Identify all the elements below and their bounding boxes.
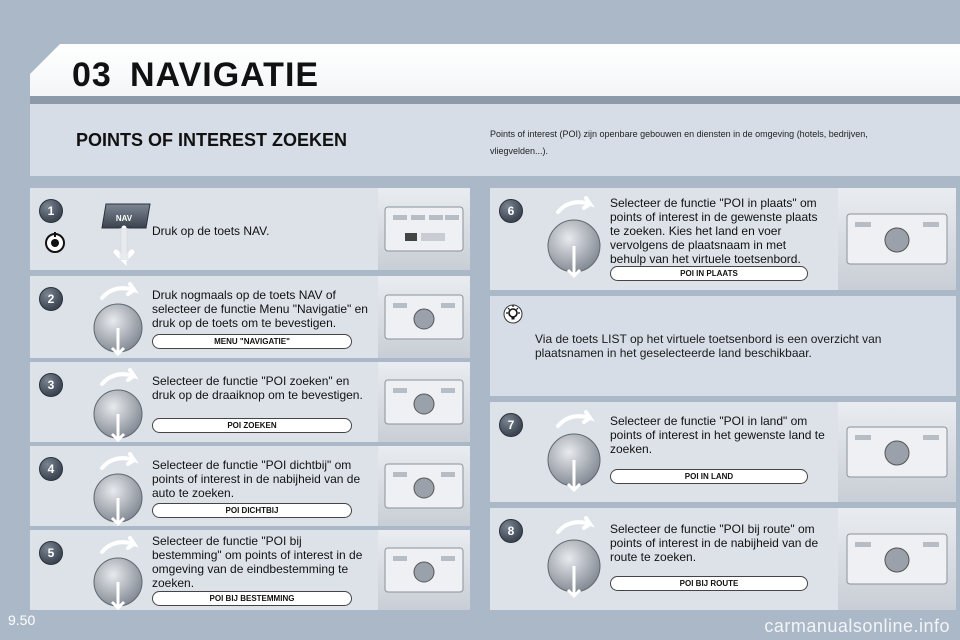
radio-unit-icon bbox=[383, 289, 465, 345]
radio-unit-icon bbox=[845, 206, 949, 272]
device-photo bbox=[378, 446, 470, 526]
step-text: Selecteer de functie "POI in land" om points of interest in het gewenste land te zoeken. bbox=[610, 414, 825, 456]
radio-unit-icon bbox=[383, 542, 465, 598]
step-number: 4 bbox=[39, 457, 63, 481]
rotary-knob-icon bbox=[84, 534, 154, 610]
device-photo bbox=[838, 508, 956, 610]
radio-unit-icon bbox=[845, 526, 949, 592]
step-5 bbox=[30, 530, 470, 610]
function-label: POI IN LAND bbox=[610, 469, 808, 484]
radio-unit-icon bbox=[845, 419, 949, 485]
function-label: POI DICHTBIJ bbox=[152, 503, 352, 518]
rotary-knob-icon bbox=[540, 514, 610, 600]
watermark: carmanualsonline.info bbox=[764, 616, 950, 636]
step-number: 8 bbox=[499, 519, 523, 543]
step-text: Selecteer de functie "POI in plaats" om points of interest in de gewenste plaats te zoeken. Kies het land en voer vervolgens de plaatsnaam in met behulp van het virtuele toetsenbord. bbox=[610, 196, 818, 266]
rotary-knob-icon bbox=[84, 280, 154, 356]
section-title: POINTS OF INTEREST ZOEKEN bbox=[76, 130, 348, 150]
function-label: POI IN PLAATS bbox=[610, 266, 808, 281]
step-number: 2 bbox=[39, 287, 63, 311]
tip-text: Via de toets LIST op het virtuele toetsenbord is een overzicht van plaatsnamen in het geselecteerde land beschikbaar. bbox=[535, 332, 882, 360]
step-text: Druk op de toets NAV. bbox=[152, 224, 270, 238]
device-photo bbox=[378, 362, 470, 442]
function-label: POI BIJ BESTEMMING bbox=[152, 591, 352, 606]
step-4 bbox=[30, 446, 470, 526]
rotary-knob-icon bbox=[540, 408, 610, 494]
section-intro: Points of interest (POI) zijn openbare gebouwen en diensten in de omgeving (hotels, bedrijven, vliegvelden...). bbox=[490, 129, 868, 156]
step-6 bbox=[490, 188, 956, 290]
target-icon bbox=[44, 232, 66, 254]
step-text: Selecteer de functie "POI dichtbij" om points of interest in de nabijheid van de auto te zoeken. bbox=[152, 458, 361, 500]
device-photo bbox=[378, 276, 470, 358]
function-label: POI ZOEKEN bbox=[152, 418, 352, 433]
step-text: Selecteer de functie "POI bij route" om points of interest in de nabijheid van de route te zoeken. bbox=[610, 522, 819, 564]
device-photo bbox=[838, 402, 956, 502]
step-number: 1 bbox=[39, 199, 63, 223]
step-number: 5 bbox=[39, 541, 63, 565]
radio-unit-icon bbox=[383, 201, 465, 257]
function-label: POI BIJ ROUTE bbox=[610, 576, 808, 591]
nav-button-icon bbox=[86, 196, 156, 270]
radio-unit-icon bbox=[383, 458, 465, 514]
step-text: Selecteer de functie "POI zoeken" en druk op de draaiknop om te bevestigen. bbox=[152, 374, 363, 402]
step-7 bbox=[490, 402, 956, 502]
nav-key-label: NAV bbox=[115, 214, 133, 223]
step-3 bbox=[30, 362, 470, 442]
page-number: 9.50 bbox=[8, 612, 36, 628]
function-label: MENU "NAVIGATIE" bbox=[152, 334, 352, 349]
device-photo bbox=[378, 530, 470, 610]
tip-box bbox=[490, 296, 956, 396]
device-photo bbox=[838, 188, 956, 290]
radio-unit-icon bbox=[383, 374, 465, 430]
step-1 bbox=[30, 188, 470, 270]
step-8 bbox=[490, 508, 956, 610]
rotary-knob-icon bbox=[84, 366, 154, 442]
step-number: 6 bbox=[499, 199, 523, 223]
step-text: Druk nogmaals op de toets NAV of selecteer de functie Menu "Navigatie" en druk op de toets om te bevestigen. bbox=[152, 288, 368, 330]
chapter-number: 03 bbox=[72, 56, 112, 94]
rotary-knob-icon bbox=[84, 450, 154, 526]
rotary-knob-icon bbox=[540, 194, 610, 280]
step-number: 7 bbox=[499, 413, 523, 437]
device-photo bbox=[378, 188, 470, 270]
step-2 bbox=[30, 276, 470, 358]
step-text: Selecteer de functie "POI bij bestemming" om points of interest in de omgeving van de eindbestemming te zoeken. bbox=[152, 534, 363, 590]
chapter-title: NAVIGATIE bbox=[130, 56, 320, 94]
lightbulb-icon bbox=[503, 304, 523, 324]
step-number: 3 bbox=[39, 373, 63, 397]
